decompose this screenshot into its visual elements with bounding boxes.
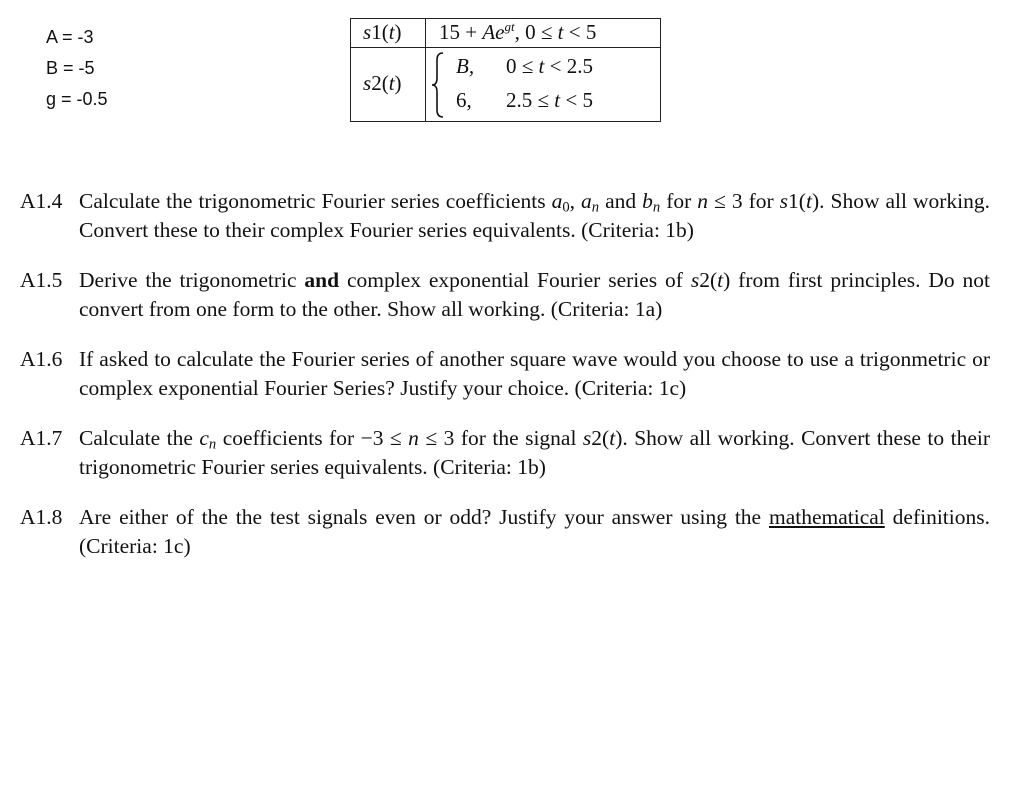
param-b: B = -5 bbox=[46, 58, 95, 78]
left-brace-icon bbox=[431, 52, 445, 118]
question-a1-7 bbox=[20, 424, 990, 482]
question-number: A1.8 bbox=[20, 505, 63, 529]
param-a: A = -3 bbox=[46, 27, 94, 47]
question-list bbox=[20, 187, 990, 582]
signal-table bbox=[350, 18, 661, 122]
question-a1-6 bbox=[20, 345, 990, 403]
question-text: If asked to calculate the Fourier series of another square wave would you choose to use a trigonmetric or complex exponential Fourier Series? Justify your choice. (Criteria: 1c) bbox=[79, 347, 990, 400]
question-a1-5 bbox=[20, 266, 990, 324]
s2-case-2: 6, 2.5 ≤ t < 5 bbox=[456, 88, 593, 112]
question-text: Are either of the the test signals even or odd? Justify your answer using the mathematical definitions. (Criteria: 1c) bbox=[79, 505, 990, 558]
s2-label: s2(t) bbox=[363, 71, 402, 95]
question-text: Calculate the trigonometric Fourier series coefficients $a_0$, $a_n$ and $b_n$ for n ≤ 3 for s1(t). Show all working. Convert these to their complex Fourier series equivalents. (Criteria: 1b) bbox=[79, 189, 990, 242]
parameter-list bbox=[46, 22, 108, 115]
question-number: A1.5 bbox=[20, 268, 63, 292]
s2-case-1: B, 0 ≤ t < 2.5 bbox=[456, 54, 593, 78]
s1-expression: $15 + Ae^{gt}$, 0 ≤ t < 5 bbox=[439, 19, 597, 44]
question-number: A1.7 bbox=[20, 426, 63, 450]
param-g: g = -0.5 bbox=[46, 89, 108, 109]
table-column-divider bbox=[425, 19, 426, 121]
question-number: A1.6 bbox=[20, 347, 63, 371]
question-a1-4 bbox=[20, 187, 990, 245]
table-row-divider bbox=[351, 47, 660, 48]
question-a1-8 bbox=[20, 503, 990, 561]
question-text: Derive the trigonometric and complex exponential Fourier series of s2(t) from first principles. Do not convert from one form to the other. Show all working. (Criteria: 1a) bbox=[79, 268, 990, 321]
question-number: A1.4 bbox=[20, 189, 63, 213]
question-text: Calculate the $c_n$ coefficients for −3 ≤ n ≤ 3 for the signal s2(t). Show all working. Convert these to their trigonometric Fourier series equivalents. (Criteria: 1b) bbox=[79, 426, 991, 479]
s1-label: s1(t) bbox=[363, 20, 402, 44]
